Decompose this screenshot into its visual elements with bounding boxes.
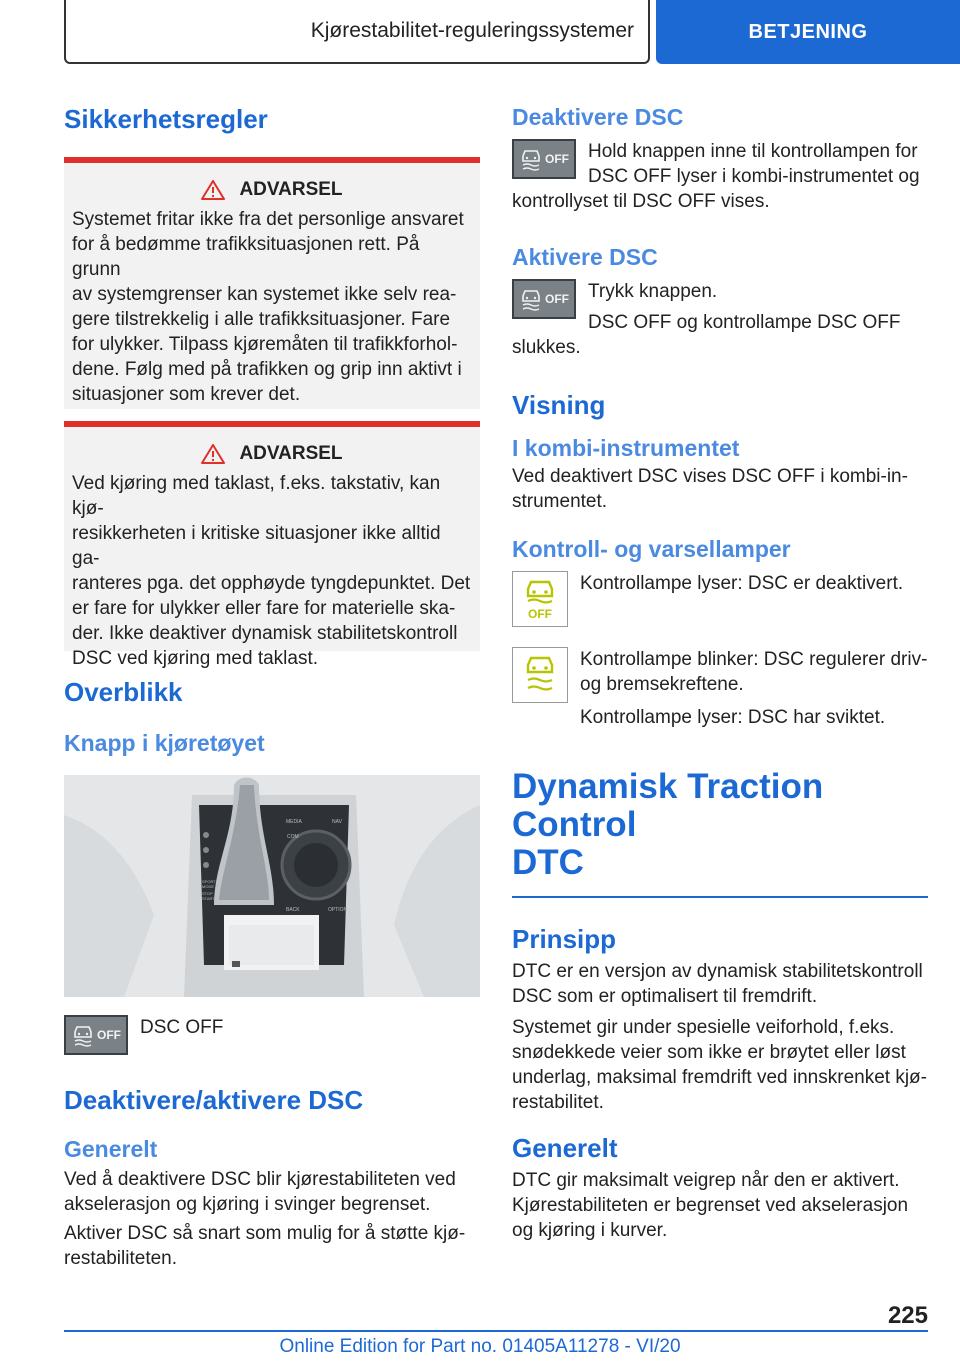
heading-knapp: Knapp i kjøretøyet	[64, 730, 265, 756]
lamp-row-2	[512, 647, 928, 730]
footer-edition: Online Edition for Part no. 01405A11278 - VI/20	[279, 1336, 681, 1357]
heading-kontroll: Kontroll- og varsellamper	[512, 536, 791, 562]
heading-prinsipp: Prinsipp	[512, 924, 617, 954]
warning-box-2	[64, 421, 480, 669]
dsc-lamp-icon	[512, 647, 568, 703]
svg-text:MEDIA: MEDIA	[286, 819, 302, 825]
heading-dtc: Dynamisk Traction Control DTC	[512, 767, 824, 882]
footer-rule	[64, 1330, 928, 1332]
heading-overblikk: Overblikk	[64, 677, 183, 707]
heading-sikkerhetsregler: Sikkerhetsregler	[64, 104, 268, 134]
right-column	[512, 100, 928, 1243]
page-number: 225	[887, 1302, 928, 1329]
aktivere-text: Trykk knappen. DSC OFF og kontrollampe DSC OFF	[588, 281, 901, 333]
dsc-off-label: DSC OFF	[140, 1017, 224, 1038]
heading-generelt-left: Generelt	[64, 1136, 158, 1162]
chapter-title: BETJENING	[748, 20, 868, 43]
svg-text:START: START	[202, 896, 215, 901]
heading-visning: Visning	[512, 390, 606, 420]
svg-text:STOP: STOP	[202, 891, 213, 896]
heading-rule	[512, 896, 928, 898]
svg-text:NAV: NAV	[332, 819, 342, 825]
warning-box-1	[64, 157, 480, 409]
dsc-off-legend	[64, 1015, 480, 1055]
svg-text:BACK: BACK	[286, 907, 300, 913]
lamp1-text: Kontrollampe lyser: DSC er deaktivert.	[580, 573, 904, 594]
svg-text:OPTION: OPTION	[328, 907, 348, 913]
kombi-text: Ved deaktivert DSC vises DSC OFF i kombi-in- strumentet.	[512, 466, 908, 512]
dsc-off-button-icon: OFF	[64, 1015, 128, 1055]
aktivere-text-cont: slukkes.	[512, 337, 581, 358]
lamp-row-1	[512, 571, 928, 643]
prinsipp-paragraph-1: DTC er en versjon av dynamisk stabilitetskontroll DSC som er optimalisert til fremdrift.	[512, 961, 923, 1007]
heading-deaktivere-aktivere: Deaktivere/aktivere DSC	[64, 1085, 364, 1115]
small-button-icon	[232, 961, 240, 967]
deaktivere-block	[512, 139, 928, 189]
center-console-photo	[64, 775, 480, 997]
heading-kombi: I kombi-instrumentet	[512, 435, 740, 461]
lamp2-text: Kontrollampe blinker: DSC regulerer driv- og bremsekreftene. Kontrollampe lyser: DSC har sviktet.	[580, 649, 928, 728]
aktivere-block	[512, 279, 928, 335]
chapter-tab[interactable]	[656, 0, 960, 64]
svg-text:OFF: OFF	[528, 607, 552, 621]
warning-text-1: Systemet fritar ikke fra det personlige ansvaret for å bedømme trafikksituasjonen rett. På grunn av systemgrenser kan systemet ikke selv rea- gere tilstrekkelig i alle trafikksituasjoner. Fare for ulykker. Tilpass kjøremåten til trafikkforhol- dene. Følg med på trafikken og grip inn aktivt i situasjoner som krever det.	[72, 209, 464, 405]
section-title: Kjørestabilitet-reguleringssystemer	[310, 19, 634, 42]
prinsipp-paragraph-2: Systemet gir under spesielle veiforhold, f.eks. snødekkede veier som ikke er brøytet eller løst underlag, maksimal fremdrift ved innskrenket kjø- restabilitet.	[512, 1017, 927, 1113]
console-illustration	[64, 775, 480, 997]
generelt-right-paragraph: DTC gir maksimalt veigrep når den er aktivert. Kjørestabiliteten er begrenset ved akselerasjon og kjøring i kurver.	[512, 1170, 909, 1241]
heading-generelt-right: Generelt	[512, 1133, 618, 1163]
dsc-off-button-icon: OFF	[512, 279, 576, 319]
dsc-off-button-icon: OFF	[512, 139, 576, 179]
deaktivere-text-cont: kontrollyset til DSC OFF vises.	[512, 191, 770, 212]
heading-aktivere-dsc: Aktivere DSC	[512, 244, 658, 270]
warning-title: ADVARSEL	[72, 179, 472, 201]
warning-title: ADVARSEL	[72, 443, 472, 465]
svg-text:MODE: MODE	[202, 884, 214, 889]
generelt-paragraph-1: Ved å deaktivere DSC blir kjørestabiliteten ved akselerasjon og kjøring i svinger begrenset.	[64, 1169, 456, 1215]
running-header-section	[64, 0, 650, 64]
svg-text:SPORT: SPORT	[202, 879, 216, 884]
deaktivere-text: Hold knappen inne til kontrollampen for DSC OFF lyser i kombi-instrumentet og	[588, 141, 920, 187]
dsc-off-lamp-icon	[512, 571, 568, 627]
warning-triangle-icon	[201, 180, 225, 200]
left-column	[64, 100, 480, 1271]
heading-deaktivere-dsc: Deaktivere DSC	[512, 104, 684, 130]
generelt-paragraph-2: Aktiver DSC så snart som mulig for å støtte kjø- restabiliteten.	[64, 1223, 466, 1269]
warning-text-2: Ved kjøring med taklast, f.eks. takstativ, kan kjø- resikkerheten i kritiske situasjoner ikke alltid ga- ranteres pga. det opphøyde tyngdepunktet. Det er fare for ulykker eller fare for materielle ska- der. Ikke deaktiver dynamisk stabilitetskontroll DSC ved kjøring med taklast.	[72, 473, 471, 669]
warning-triangle-icon	[201, 444, 225, 464]
svg-text:COM: COM	[287, 834, 299, 840]
